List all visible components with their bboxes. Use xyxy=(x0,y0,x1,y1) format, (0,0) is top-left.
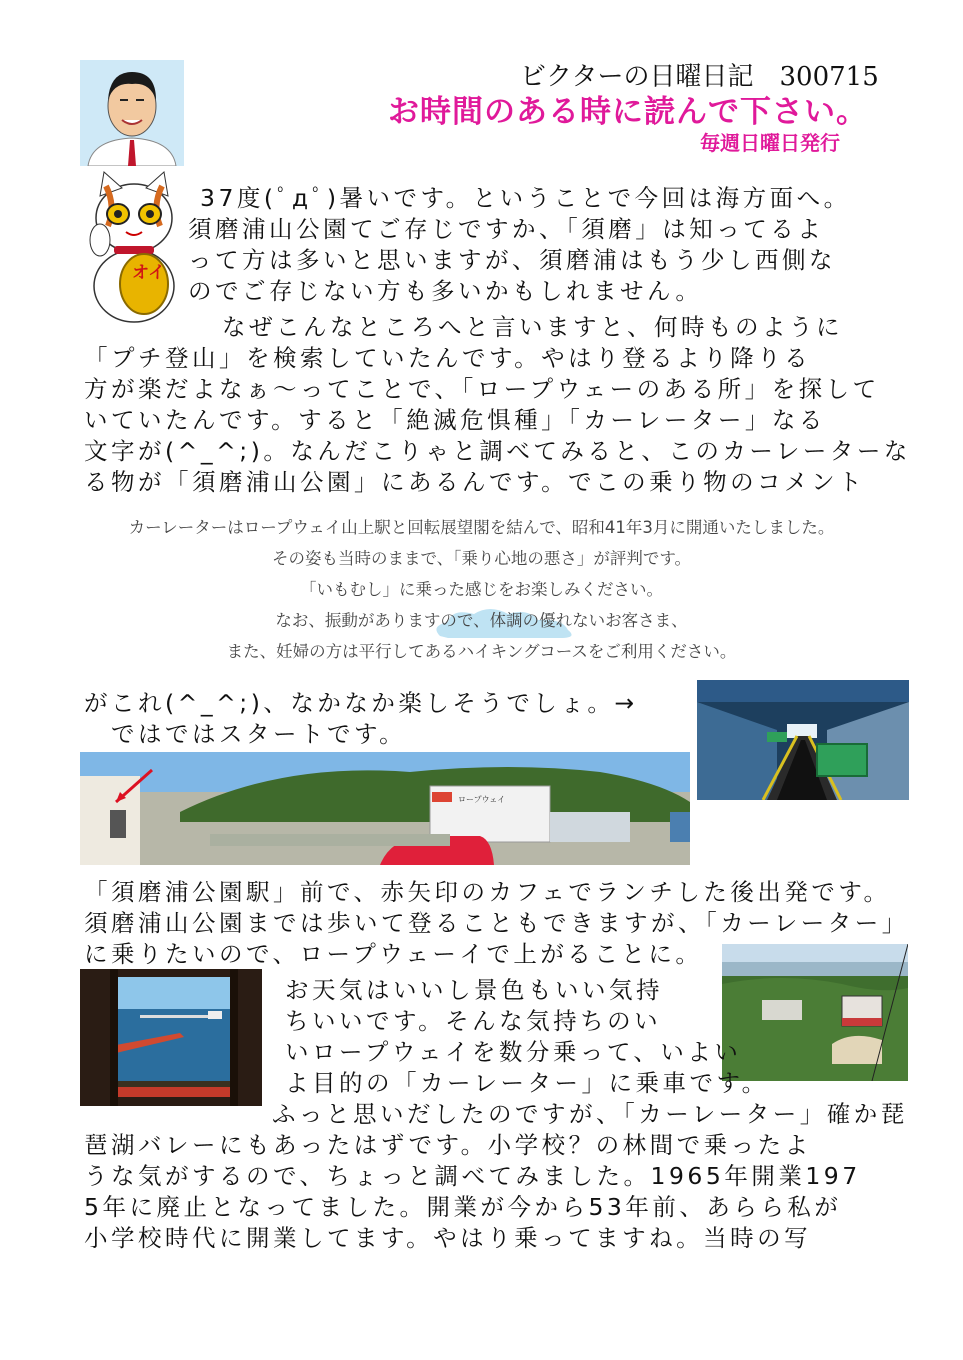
body3-line-2: 須磨浦山公園までは歩いて登ることもできますが、「カーレーター」 xyxy=(84,909,909,937)
body4-line-2: ちいいです。そんな気持ちのい xyxy=(285,1007,662,1035)
newsletter-title: ビクターの日曜日記 300715 xyxy=(520,62,879,92)
intro-line-4: のでご存じない方も多いかもしれません。 xyxy=(188,277,703,305)
body5-line-2: うな気がするので、ちょっと調べてみました。1965年開業197 xyxy=(84,1162,861,1190)
intro-line-2: 須磨浦山公園てご存じですか、「須磨」は知ってるよ xyxy=(188,215,825,243)
body1-line-4: いていたんです。すると「絶滅危惧種」「カーレーター」なる xyxy=(84,406,826,434)
coin-lettering: オイ xyxy=(132,263,166,283)
body1-line-1: なぜこんなところへと言いますと、何時ものように xyxy=(195,313,843,341)
headline: お時間のある時に読んで下さい。 xyxy=(388,94,868,130)
body3-line-3: に乗りたいので、ロープウェーイで上がることに。 xyxy=(84,940,703,968)
comment-line-1: カーレーターはロープウェイ山上駅と回転展望閣を結んで、昭和41年3月に開通いたしました。 xyxy=(128,518,835,537)
author-avatar xyxy=(80,60,184,166)
body4-line-3: いロープウェイを数分乗って、いよい xyxy=(285,1038,742,1066)
body2-line-2: ではではスタートです。 xyxy=(84,720,407,748)
station-sign: ロープウェイ xyxy=(458,795,506,804)
body4-line-5: ふっと思いだしたのですが、「カーレーター」確か琵 xyxy=(272,1100,908,1128)
body1-line-3: 方が楽だよなぁ～ってことで、「ロープウェーのある所」を探して xyxy=(84,375,880,403)
body4-line-4: よ目的の「カーレーター」に乗車です。 xyxy=(285,1069,769,1097)
body1-line-6: る物が「須磨浦山公園」にあるんです。でこの乗り物のコメント xyxy=(84,468,866,496)
body4-line-1: お天気はいいし景色もいい気持 xyxy=(285,976,663,1004)
body5-line-3: 5年に廃止となってました。開業が今から53年前、あらら私が xyxy=(84,1193,842,1221)
body1-line-2: 「プチ登山」を検索していたんです。やはり登るより降りる xyxy=(84,344,812,372)
ropeway-window-sea-photo xyxy=(80,969,262,1106)
comment-line-5: また、妊婦の方は平行してあるハイキングコースをご利用ください。 xyxy=(226,642,737,661)
body5-line-4: 小学校時代に開業してます。やはり乗ってますね。当時の写 xyxy=(84,1224,812,1252)
sumaura-station-photo xyxy=(80,752,690,865)
carlator-official-comment xyxy=(40,512,923,667)
intro-line-3: って方は多いと思いますが、須磨浦はもう少し西側な xyxy=(188,246,836,274)
body5-line-1: 琶湖バレーにもあったはずです。小学校？の林間で乗ったよ xyxy=(84,1131,812,1159)
intro-line-1: 37度(ﾟдﾟ)暑いです。ということで今回は海方面へ。 xyxy=(200,184,851,212)
ropeway-aerial-view-photo xyxy=(722,944,908,1081)
body1-line-5: 文字が(^_^;)。なんだこりゃと調べてみると、このカーレーターな xyxy=(84,437,911,465)
publication-frequency: 毎週日曜日発行 xyxy=(700,131,840,155)
carlator-track-photo xyxy=(697,680,909,800)
comment-line-3: 「いもむし」に乗った感じをお楽しみください。 xyxy=(300,580,663,599)
body2-line-1: がこれ(^_^;)、なかなか楽しそうでしょ。→ xyxy=(84,689,638,717)
lucky-cat-illustration xyxy=(86,166,182,326)
comment-line-4: なお、振動がありますので、体調の優れないお客さま、 xyxy=(275,611,688,630)
body3-line-1: 「須磨浦公園駅」前で、赤矢印のカフェでランチした後出発です。 xyxy=(84,878,891,906)
comment-line-2: その姿も当時のままで、「乗り心地の悪さ」が評判です。 xyxy=(271,549,692,568)
